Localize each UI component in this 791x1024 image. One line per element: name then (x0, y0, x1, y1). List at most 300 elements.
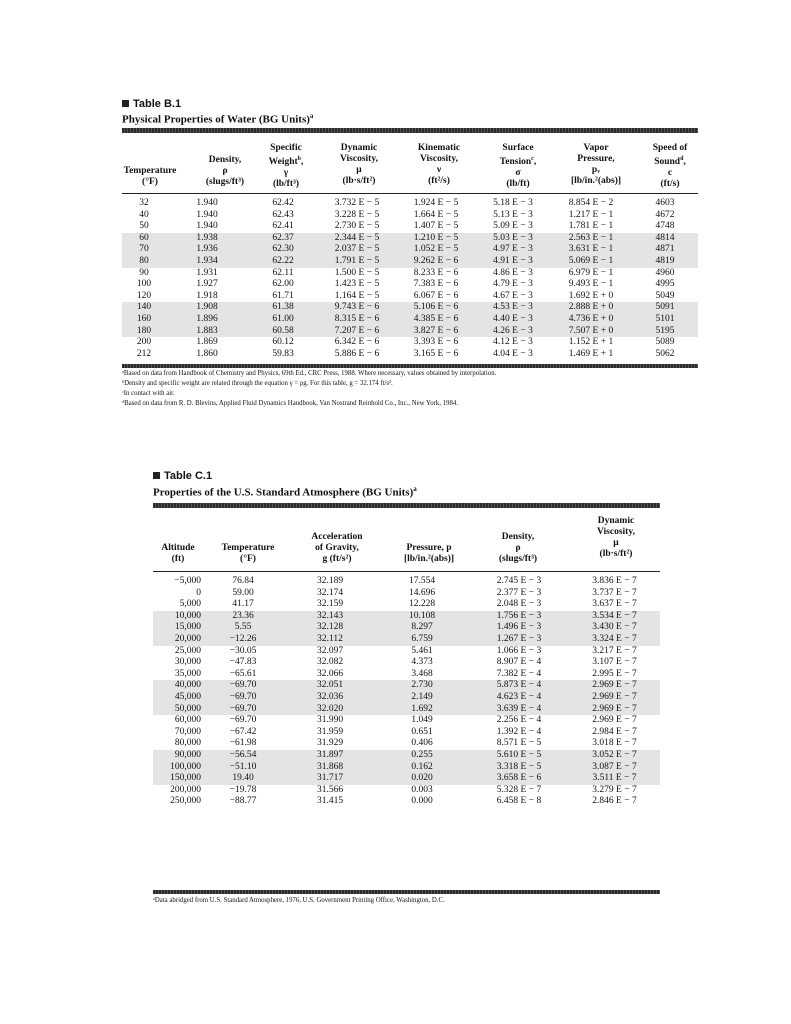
table-cell: 1.407 E − 5 (413, 221, 459, 232)
table-cell: 31.897 (285, 750, 375, 762)
table-cell: 3.393 E − 6 (413, 337, 459, 348)
table-cell: 80,000 (174, 738, 201, 749)
table-b1-header-vapor-pressure (560, 143, 632, 187)
table-cell: 4.04 E − 3 (493, 348, 533, 359)
table-cell: 31.959 (316, 726, 344, 737)
table-cell: 4.40 E − 3 (476, 314, 550, 326)
table-b1-row (122, 233, 698, 245)
table-cell: 4.97 E − 3 (476, 244, 550, 256)
table-cell: 31.990 (316, 715, 344, 726)
table-b1-row (122, 210, 698, 222)
table-cell: 1.496 E − 3 (469, 622, 569, 634)
table-cell: 1.791 E − 5 (318, 256, 396, 268)
table-cell: 60.58 (248, 326, 318, 338)
table-cell: 3.658 E − 6 (469, 773, 569, 785)
header-line: ρ (222, 166, 228, 176)
table-cell: 2.377 E − 3 (496, 587, 542, 598)
table-cell: 5.13 E − 3 (493, 209, 533, 220)
table-b1-row (122, 337, 698, 349)
table-b1-row (122, 302, 698, 314)
table-c1-row (153, 727, 660, 739)
header-line: (ft) (171, 554, 185, 564)
table-c1-row (153, 588, 660, 600)
table-cell: 8.907 E − 4 (496, 657, 542, 668)
table-cell: 100 (136, 279, 152, 290)
table-b1-footnote-c: ᶜIn contact with air. (122, 390, 175, 397)
table-cell: 212 (136, 348, 152, 359)
table-cell: 3.052 E − 7 (569, 750, 660, 762)
table-cell: 62.00 (272, 279, 294, 290)
table-cell: 0.651 (411, 726, 433, 737)
header-line: (lb·s/ft²) (599, 549, 633, 559)
table-b1-row (122, 326, 698, 338)
table-cell: 1.940 (196, 221, 218, 232)
table-cell: 2.563 E − 1 (550, 233, 632, 245)
table-cell: 3.018 E − 7 (592, 738, 637, 749)
table-cell: 60,000 (174, 715, 201, 726)
table-cell: 5.610 E − 5 (469, 750, 569, 762)
table-cell: 1.392 E − 4 (496, 726, 542, 737)
table-cell: 2.888 E + 0 (550, 302, 632, 314)
table-c1-label-text: Table C.1 (164, 470, 213, 482)
table-cell: 32.082 (316, 657, 344, 668)
table-cell: 0.000 (411, 796, 433, 807)
table-cell: 62.37 (248, 233, 318, 245)
table-cell: 1.918 (196, 290, 218, 301)
table-cell: 5.886 E − 6 (334, 348, 380, 359)
table-cell: −88.77 (229, 796, 257, 807)
table-cell: 59.00 (232, 587, 254, 598)
table-cell: 0 (196, 587, 201, 598)
table-cell: 4819 (632, 256, 698, 268)
header-line: c (667, 168, 673, 179)
table-cell: 70 (122, 244, 166, 256)
footnote-mark: b (297, 156, 301, 162)
table-cell: 10.108 (375, 611, 469, 623)
table-cell: 120 (136, 290, 152, 301)
table-cell: 1.267 E − 3 (469, 634, 569, 646)
table-cell: 140 (122, 302, 166, 314)
table-c1-row (153, 796, 660, 808)
table-cell: 1.896 (166, 314, 248, 326)
table-b1-title (122, 112, 313, 126)
table-cell: 70,000 (174, 726, 201, 737)
table-cell: 62.41 (272, 221, 294, 232)
table-cell: 76.84 (232, 576, 254, 586)
table-cell: 4871 (632, 244, 698, 256)
table-cell: 32.143 (285, 611, 375, 623)
table-cell: 0.020 (375, 773, 469, 785)
table-cell: 4995 (655, 279, 675, 290)
header-line: ν (436, 165, 442, 175)
table-cell: −30.05 (229, 645, 257, 656)
table-cell: 3.107 E − 7 (592, 657, 637, 668)
header-line: Specific (270, 143, 302, 153)
table-cell: 32.174 (316, 587, 344, 598)
header-line: (ft/s) (660, 179, 680, 190)
table-cell: 1.756 E − 3 (469, 611, 569, 623)
table-cell: 3.534 E − 7 (569, 611, 660, 623)
table-b1-top-rule (122, 128, 698, 133)
table-cell: 32.189 (316, 576, 344, 586)
table-cell: 1.934 (166, 256, 248, 268)
header-text: , (301, 157, 304, 168)
table-cell: 3.639 E − 4 (469, 704, 569, 716)
table-cell: 1.936 (166, 244, 248, 256)
header-line: Vapor (583, 143, 609, 153)
table-cell: 8.297 (375, 622, 469, 634)
table-cell: 61.38 (248, 302, 318, 314)
table-cell: 62.30 (248, 244, 318, 256)
table-cell: 59.83 (272, 348, 294, 359)
table-c1-header-temperature (210, 543, 286, 565)
header-line: (ft²/s) (428, 176, 450, 186)
header-text: Sound (654, 157, 681, 168)
header-line (640, 154, 700, 168)
table-cell: 1.931 (196, 267, 218, 278)
header-text: Weight (268, 157, 298, 168)
table-c1-title (153, 485, 417, 499)
table-cell: 31.717 (285, 773, 375, 785)
table-c1-row (153, 715, 660, 727)
table-cell: 3.631 E − 1 (550, 244, 632, 256)
table-cell: 41.17 (232, 599, 254, 610)
header-line: (slugs/ft³) (205, 177, 245, 187)
table-cell: −12.26 (201, 634, 285, 646)
table-c1-row (153, 750, 660, 762)
table-cell: 5091 (632, 302, 698, 314)
table-cell: 7.382 E − 4 (496, 668, 542, 679)
table-cell: 62.43 (272, 209, 294, 220)
table-cell: 0.003 (411, 784, 433, 795)
table-c1-row (153, 692, 660, 704)
table-c1-row (153, 646, 660, 658)
table-c1-body (153, 576, 660, 808)
table-cell: 4.373 (411, 657, 433, 668)
table-cell: −47.83 (229, 657, 257, 668)
table-cell: 2.149 (375, 692, 469, 704)
header-line: σ (515, 168, 521, 179)
table-cell: 5.873 E − 4 (469, 680, 569, 692)
table-cell: 3.430 E − 7 (569, 622, 660, 634)
table-b1-row (122, 291, 698, 303)
table-cell: 31.868 (285, 762, 375, 774)
table-c1-header-pressure (384, 543, 474, 565)
table-cell: 2.048 E − 3 (496, 599, 542, 610)
table-b1-bottom-rule (122, 364, 698, 368)
table-cell: 4.26 E − 3 (476, 326, 550, 338)
header-line: (slugs/ft³) (498, 554, 538, 564)
table-cell: 5,000 (179, 599, 201, 610)
table-cell: 20,000 (153, 634, 201, 646)
table-cell: 90,000 (153, 750, 201, 762)
table-cell: −65.61 (229, 668, 257, 679)
table-cell: 32 (139, 198, 149, 208)
table-cell: 5.069 E − 1 (550, 256, 632, 268)
footnote-mark: d (680, 156, 684, 162)
table-b1-header-kinematic-viscosity (406, 143, 472, 187)
table-cell: 60 (122, 233, 166, 245)
table-cell: 50,000 (153, 704, 201, 716)
table-cell: 4814 (632, 233, 698, 245)
table-cell: 3.827 E − 6 (396, 326, 476, 338)
table-cell: 4.86 E − 3 (493, 267, 533, 278)
table-cell: 1.938 (166, 233, 248, 245)
table-b1-title-footnote-mark: a (309, 112, 314, 120)
table-cell: −69.70 (201, 704, 285, 716)
table-b1-footnote-a: ᵃBased on data from Handbook of Chemistry and Physics, 69th Ed., CRC Press, 1988. Where necessary, values obtained by interpolation. (122, 370, 497, 377)
table-cell: 32.051 (285, 680, 375, 692)
table-cell: 1.423 E − 5 (334, 279, 380, 290)
header-line: Speed of (652, 143, 688, 153)
table-cell: 2.730 (375, 680, 469, 692)
table-cell: 5.55 (201, 622, 285, 634)
table-cell: −67.42 (229, 726, 257, 737)
table-cell: 1.152 E + 1 (568, 337, 614, 348)
table-b1-header-dynamic-viscosity (326, 143, 392, 187)
table-cell: 32.112 (285, 634, 375, 646)
table-b1-title-text: Physical Properties of Water (BG Units) (122, 113, 310, 126)
table-cell: 1.210 E − 5 (396, 233, 476, 245)
table-cell: 3.468 (411, 668, 433, 679)
table-cell: 19.40 (201, 773, 285, 785)
header-line: (lb/ft) (506, 179, 530, 190)
table-cell: 1.164 E − 5 (334, 290, 380, 301)
header-line: g (ft/s²) (322, 554, 352, 564)
table-cell: 6.342 E − 6 (334, 337, 380, 348)
header-line: (lb·s/ft²) (342, 176, 376, 186)
table-cell: 1.940 (196, 198, 218, 208)
footnote-mark: c (531, 156, 534, 162)
table-cell: 100,000 (153, 762, 201, 774)
table-cell: 2.344 E − 5 (318, 233, 396, 245)
table-c1-row (153, 634, 660, 646)
header-line: Dynamic (340, 143, 378, 153)
header-text: , (533, 157, 537, 168)
header-line: μ (613, 538, 619, 548)
table-cell: 8.315 E − 6 (318, 314, 396, 326)
table-cell: 4748 (655, 221, 675, 232)
table-cell: 5.09 E − 3 (493, 221, 533, 232)
table-c1-header-rule (153, 571, 660, 572)
table-cell: 17.554 (408, 576, 436, 586)
header-line: Temperature (123, 166, 177, 176)
header-line: Surface (502, 143, 534, 153)
square-bullet-icon (122, 100, 129, 107)
table-cell: 80 (122, 256, 166, 268)
table-cell: 10,000 (153, 611, 201, 623)
table-cell: 2.984 E − 7 (592, 726, 637, 737)
table-cell: 1.066 E − 3 (496, 645, 542, 656)
table-cell: 32.020 (285, 704, 375, 716)
table-b1-header-density (194, 155, 256, 188)
table-b1-label-text: Table B.1 (133, 98, 182, 110)
table-c1-title-text: Properties of the U.S. Standard Atmosphere (BG Units) (153, 486, 414, 499)
table-cell: 4.91 E − 3 (476, 256, 550, 268)
table-b1-label (122, 98, 181, 110)
table-cell: 1.860 (196, 348, 218, 359)
table-cell: 32.066 (316, 668, 344, 679)
table-cell: 1.924 E − 5 (413, 198, 459, 208)
table-cell: 6.759 (375, 634, 469, 646)
table-c1-row (153, 785, 660, 797)
table-cell: 1.869 (196, 337, 218, 348)
header-line: [lb/in.²(abs)] (403, 554, 455, 564)
table-cell: 1.664 E − 5 (413, 209, 459, 220)
table-c1-row (153, 680, 660, 692)
table-cell: 2.969 E − 7 (569, 692, 660, 704)
table-b1-row (122, 221, 698, 233)
header-line: ρ (515, 543, 521, 553)
table-cell: 1.908 (166, 302, 248, 314)
table-cell: 6.458 E − 8 (496, 796, 542, 807)
table-cell: 61.71 (272, 290, 294, 301)
table-cell: 7.507 E + 0 (550, 326, 632, 338)
table-cell: 32.159 (316, 599, 344, 610)
table-cell: 1.049 (411, 715, 433, 726)
table-cell: 8.571 E − 5 (496, 738, 542, 749)
header-text: , (683, 157, 686, 168)
table-cell: 3.087 E − 7 (569, 762, 660, 774)
table-cell: 32.128 (285, 622, 375, 634)
table-cell: 5049 (655, 290, 675, 301)
header-line: Viscosity, (420, 154, 458, 164)
table-c1-row (153, 704, 660, 716)
table-cell: 2.969 E − 7 (569, 680, 660, 692)
table-b1-row (122, 244, 698, 256)
table-cell: 9.262 E − 6 (396, 256, 476, 268)
header-line: Viscosity, (340, 154, 378, 164)
table-c1-footnote-a: ᵃData abridged from U.S. Standard Atmosphere, 1976, U.S. Government Printing Office, Washington, D.C. (153, 897, 445, 904)
header-line: Pressure, (577, 154, 615, 164)
table-cell: −19.78 (229, 784, 257, 795)
table-c1-bottom-rule (153, 890, 660, 894)
table-cell: 15,000 (153, 622, 201, 634)
table-cell: 50 (139, 221, 149, 232)
table-cell: 2.256 E − 4 (496, 715, 542, 726)
table-cell: 1.692 E + 0 (568, 290, 614, 301)
table-cell: −51.10 (201, 762, 285, 774)
table-cell: 180 (122, 326, 166, 338)
header-line (487, 154, 549, 168)
table-cell: 4.12 E − 3 (493, 337, 533, 348)
table-cell: 6.979 E − 1 (568, 267, 614, 278)
table-cell: 8.233 E − 6 (413, 267, 459, 278)
table-b1-body (122, 198, 698, 360)
table-cell: 200,000 (170, 784, 201, 795)
table-cell: 2.745 E − 3 (496, 576, 542, 586)
square-bullet-icon (153, 472, 160, 479)
table-b1-header-speed-of-sound (640, 143, 700, 190)
table-cell: 150,000 (153, 773, 201, 785)
table-cell: 0.255 (375, 750, 469, 762)
table-cell: 0.406 (411, 738, 433, 749)
table-cell: 4.385 E − 6 (396, 314, 476, 326)
table-cell: 9.743 E − 6 (318, 302, 396, 314)
header-line: μ (356, 165, 362, 175)
table-b1-row (122, 314, 698, 326)
table-cell: 14.696 (408, 587, 436, 598)
table-cell: −69.70 (229, 715, 257, 726)
table-cell: 8.854 E − 2 (568, 198, 614, 208)
table-cell: 4.79 E − 3 (493, 279, 533, 290)
table-cell: 31.415 (316, 796, 344, 807)
table-c1-row (153, 657, 660, 669)
table-cell: 5.328 E − 7 (496, 784, 542, 795)
table-b1-row (122, 349, 698, 361)
header-line: Altitude (161, 543, 195, 553)
table-cell: 4603 (655, 198, 675, 208)
header-line: Dynamic (597, 516, 635, 526)
table-c1-header-altitude (150, 543, 206, 565)
header-text: Tension (499, 157, 532, 168)
table-cell: −69.70 (201, 680, 285, 692)
table-cell: 1.692 (375, 704, 469, 716)
header-line: (°F) (142, 177, 158, 187)
table-cell: 3.217 E − 7 (592, 645, 637, 656)
table-cell: 4.623 E − 4 (469, 692, 569, 704)
table-cell: 1.500 E − 5 (334, 267, 380, 278)
table-cell: 32.097 (316, 645, 344, 656)
table-c1-label (153, 470, 212, 482)
table-cell: 3.165 E − 6 (413, 348, 459, 359)
table-cell: 61.00 (248, 314, 318, 326)
table-c1-row (153, 599, 660, 611)
header-line (256, 154, 316, 168)
table-cell: 3.637 E − 7 (592, 599, 637, 610)
table-b1-footnote-d: ᵈBased on data from R. D. Blevins, Applied Fluid Dynamics Handbook, Van Nostrand Reinhold Co., Inc., New York, 1984. (122, 400, 458, 407)
table-cell: 3.279 E − 7 (592, 784, 637, 795)
table-b1-header-rule (122, 193, 698, 194)
table-cell: 30,000 (174, 657, 201, 668)
table-cell: −56.54 (201, 750, 285, 762)
table-cell: 31.566 (316, 784, 344, 795)
header-line: Density, (501, 532, 535, 542)
table-cell: 4.736 E + 0 (550, 314, 632, 326)
table-cell: 35,000 (174, 668, 201, 679)
table-c1-row (153, 669, 660, 681)
table-cell: 62.22 (248, 256, 318, 268)
table-cell: 2.969 E − 7 (569, 704, 660, 716)
table-cell: 1.781 E − 1 (568, 221, 614, 232)
table-cell: 5101 (632, 314, 698, 326)
table-cell: 3.318 E − 5 (469, 762, 569, 774)
header-line: Acceleration (311, 532, 363, 542)
table-cell: 60.12 (272, 337, 294, 348)
table-cell: 1.883 (166, 326, 248, 338)
table-cell: 4.53 E − 3 (476, 302, 550, 314)
header-line: Kinematic (417, 143, 461, 153)
table-cell: 1.217 E − 1 (568, 209, 614, 220)
table-cell: 3.737 E − 7 (592, 587, 637, 598)
table-c1-title-footnote-mark: a (413, 485, 417, 493)
table-cell: 32.036 (285, 692, 375, 704)
table-cell: 5.106 E − 6 (396, 302, 476, 314)
table-cell: 62.11 (272, 267, 294, 278)
table-b1-row (122, 279, 698, 291)
table-cell: 9.493 E − 1 (568, 279, 614, 290)
header-line: (°F) (240, 554, 256, 564)
table-cell: 2.969 E − 7 (592, 715, 637, 726)
header-line: (lb/ft³) (272, 179, 300, 190)
table-c1-header-viscosity (576, 516, 656, 560)
table-cell: 31.929 (316, 738, 344, 749)
table-cell: 7.383 E − 6 (413, 279, 459, 290)
table-cell: 23.36 (201, 611, 285, 623)
table-cell: 250,000 (170, 796, 201, 807)
table-cell: 1.927 (196, 279, 218, 290)
table-cell: 3.836 E − 7 (592, 576, 637, 586)
